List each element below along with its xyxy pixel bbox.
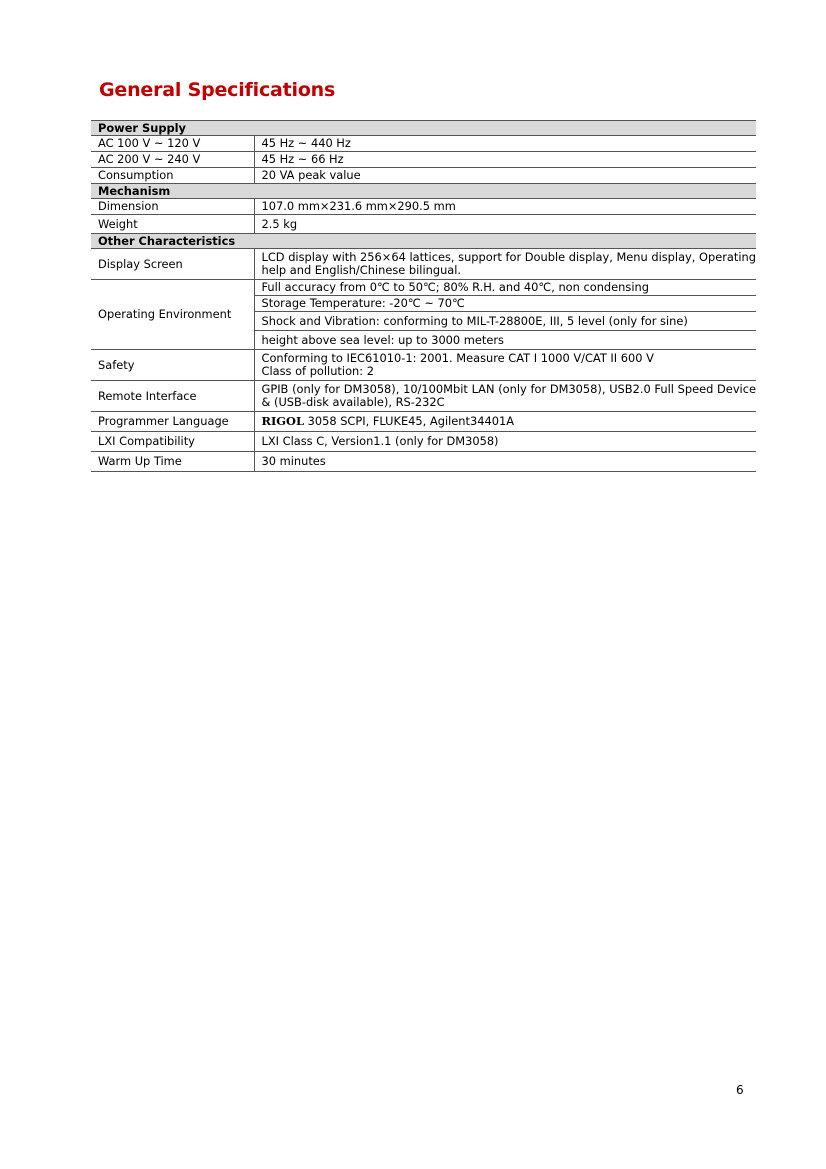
section-header-mechanism xyxy=(91,184,756,199)
spec-value: 45 Hz ~ 440 Hz xyxy=(254,136,756,152)
spec-label: AC 100 V ~ 120 V xyxy=(91,136,254,152)
section-title: Other Characteristics xyxy=(91,234,756,249)
safety-line: Class of pollution: 2 xyxy=(261,364,374,378)
page-title: General Specifications xyxy=(99,79,336,101)
spec-value: Shock and Vibration: conforming to MIL-T-28800E, III, 5 level (only for sine) xyxy=(254,312,756,331)
page-number: 6 xyxy=(736,1083,744,1097)
spec-value: 30 minutes xyxy=(254,452,756,472)
table-row xyxy=(91,168,756,184)
spec-label: AC 200 V ~ 240 V xyxy=(91,152,254,168)
table-row xyxy=(91,412,756,432)
table-row xyxy=(91,280,756,296)
spec-value: LXI Class C, Version1.1 (only for DM3058) xyxy=(254,432,756,452)
spec-label: Display Screen xyxy=(91,249,254,280)
spec-value: LCD display with 256×64 lattices, support for Double display, Menu display, Operating help and English/Chinese bilingual. xyxy=(254,249,756,280)
spec-label: Programmer Language xyxy=(91,412,254,432)
table-row xyxy=(91,432,756,452)
spec-value xyxy=(254,350,756,381)
language-list: 3058 SCPI, FLUKE45, Agilent34401A xyxy=(303,414,514,428)
spec-label: Safety xyxy=(91,350,254,381)
section-header-power-supply xyxy=(91,121,756,136)
table-row xyxy=(91,350,756,381)
section-title: Power Supply xyxy=(91,121,756,136)
spec-value: Storage Temperature: -20℃ ~ 70℃ xyxy=(254,296,756,312)
spec-label: LXI Compatibility xyxy=(91,432,254,452)
spec-value xyxy=(254,412,756,432)
spec-value: 20 VA peak value xyxy=(254,168,756,184)
spec-label: Weight xyxy=(91,215,254,234)
spec-label: Operating Environment xyxy=(91,280,254,350)
rigol-brand: RIGOL xyxy=(261,414,304,428)
table-row xyxy=(91,136,756,152)
safety-line: Conforming to IEC61010-1: 2001. Measure CAT I 1000 V/CAT II 600 V xyxy=(261,351,654,365)
spec-value: GPIB (only for DM3058), 10/100Mbit LAN (only for DM3058), USB2.0 Full Speed Device & (USB-disk available), RS-232C xyxy=(254,381,756,412)
section-header-other-characteristics xyxy=(91,234,756,249)
table-row xyxy=(91,249,756,280)
spec-value: 45 Hz ~ 66 Hz xyxy=(254,152,756,168)
table-row xyxy=(91,152,756,168)
table-row xyxy=(91,452,756,472)
spec-value: 2.5 kg xyxy=(254,215,756,234)
spec-label: Dimension xyxy=(91,199,254,215)
table-row xyxy=(91,215,756,234)
table-row xyxy=(91,199,756,215)
table-row xyxy=(91,381,756,412)
spec-label: Remote Interface xyxy=(91,381,254,412)
spec-label: Warm Up Time xyxy=(91,452,254,472)
spec-value: Full accuracy from 0℃ to 50℃; 80% R.H. and 40℃, non condensing xyxy=(254,280,756,296)
section-title: Mechanism xyxy=(91,184,756,199)
spec-value: 107.0 mm×231.6 mm×290.5 mm xyxy=(254,199,756,215)
spec-value: height above sea level: up to 3000 meters xyxy=(254,331,756,350)
spec-label: Consumption xyxy=(91,168,254,184)
general-specifications-table xyxy=(91,120,756,472)
